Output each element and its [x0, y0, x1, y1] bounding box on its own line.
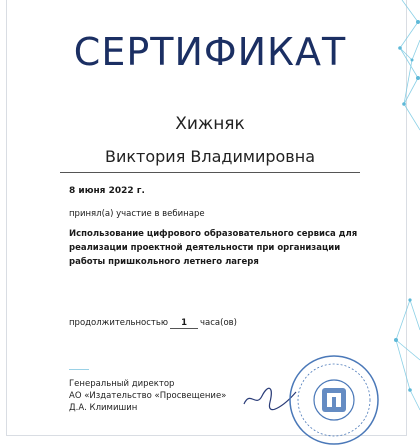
name-underline: [60, 172, 360, 173]
recipient-surname: Хижняк: [175, 114, 245, 134]
signature-accent-line: [69, 369, 89, 370]
participation-text: принял(а) участие в вебинаре: [69, 209, 205, 219]
publisher-stamp: [286, 352, 382, 448]
duration-row: [69, 318, 237, 329]
webinar-title: Использование цифрового образовательного сервиса для реализации проектной деятельности при организации работы пришкольного летнего лагеря: [69, 229, 358, 267]
signer-name: Д.А. Климишин: [69, 403, 138, 413]
signer-block: [69, 378, 226, 414]
certificate-title: СЕРТИФИКАТ: [73, 30, 347, 74]
duration-value: 1: [170, 318, 198, 329]
signer-position: Генеральный директор: [69, 379, 175, 389]
duration-unit: часа(ов): [200, 318, 237, 328]
event-date: 8 июня 2022 г.: [69, 186, 145, 196]
signer-organization: АО «Издательство «Просвещение»: [69, 391, 227, 401]
recipient-given-names: Виктория Владимировна: [105, 147, 315, 166]
duration-label: продолжительностью: [69, 318, 169, 328]
